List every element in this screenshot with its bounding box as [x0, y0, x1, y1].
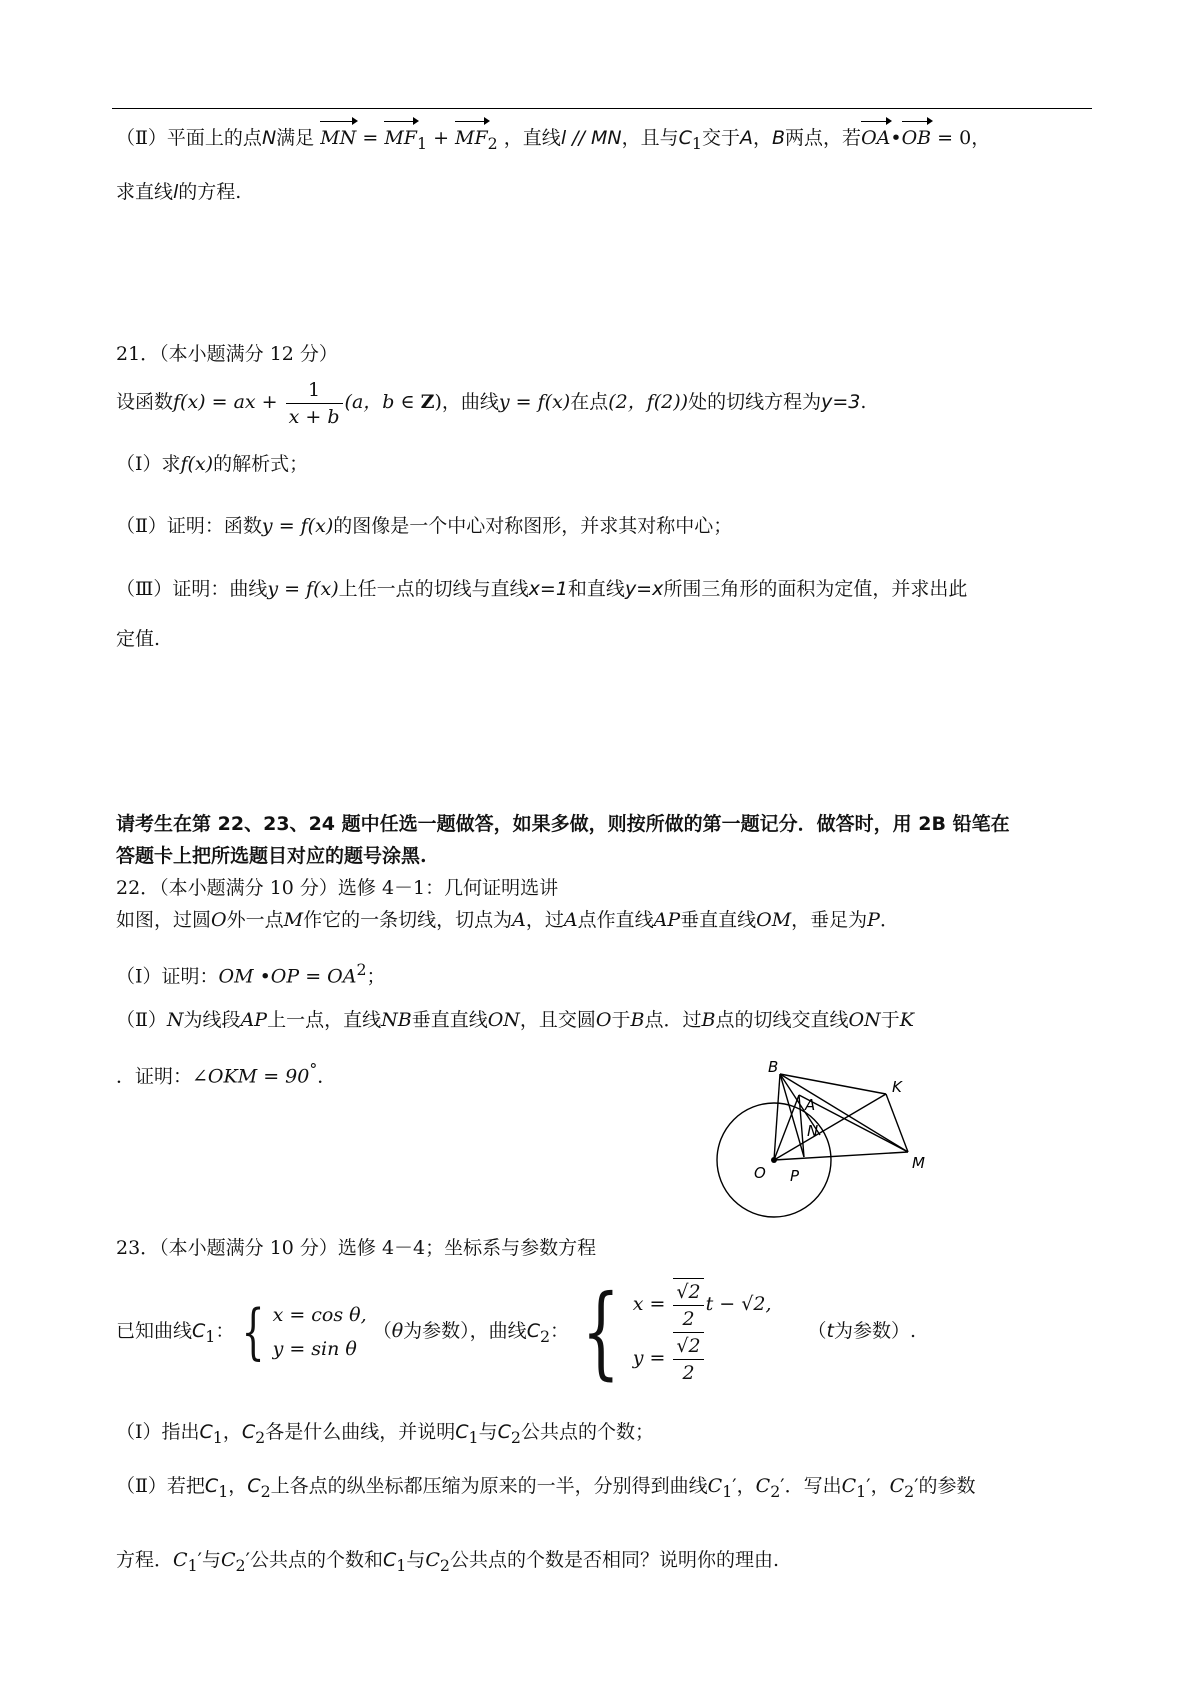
q20-part2-line2: 求直线l的方程.	[116, 181, 242, 203]
segment-OM	[774, 1152, 908, 1160]
curve-c1-system: x = cos θ, y = sin θ	[272, 1304, 367, 1360]
left-brace: {	[242, 1297, 265, 1367]
fraction: $\frac{1}{x + b}$	[286, 377, 343, 430]
header-rule	[112, 108, 1092, 109]
q21-part3-cont: 定值.	[116, 628, 161, 650]
label-N: N	[807, 1122, 819, 1140]
q22-part2: （Ⅱ）N为线段AP上一点，直线NB垂直直线ON，且交圆O于B点．过B点的切线交直线ON于K	[116, 1009, 914, 1031]
choose-instructions-line1: 请考生在第 22、23、24 题中任选一题做答，如果多做，则按所做的第一题记分．做答时，用 2B 铅笔在	[116, 813, 1010, 835]
q22-part2-cont: ．证明：∠OKM = 90°．	[116, 1060, 337, 1088]
label-B: B	[768, 1060, 779, 1076]
segment-KM	[886, 1094, 908, 1152]
label-P: P	[790, 1167, 800, 1185]
label-M: M	[912, 1154, 925, 1172]
label-O: O	[754, 1164, 766, 1182]
choose-instructions-line2: 答题卡上把所选题目对应的题号涂黑.	[116, 845, 427, 867]
q23-part1: （Ⅰ）指出$C_1$，$C_2$各是什么曲线，并说明$C_1$与$C_2$公共点的个数；	[116, 1421, 655, 1447]
q21-part1: （Ⅰ）求f(x)的解析式；	[116, 453, 309, 475]
q22-part1: （Ⅰ）证明：OM •OP = $OA^2$；	[116, 960, 386, 988]
q22-statement: 如图，过圆O外一点M作它的一条切线，切点为A，过A点作直线AP垂直直线OM，垂足为P．	[116, 909, 899, 931]
q23-statement: 已知曲线$C_1$： { x = cos θ, y = sin θ （θ为参数），曲线$C_2$： { x = $\frac{√2}{2}$ t − √2, y = $\frac{√2}{2}$ （t为参数）.	[116, 1273, 917, 1390]
left-brace: {	[581, 1273, 620, 1390]
point-O	[771, 1157, 777, 1163]
label-K: K	[892, 1078, 902, 1096]
q21-title: 21．（本小题满分 12 分）	[116, 343, 338, 365]
q21-statement: 设函数f(x) = ax + $\frac{1}{x + b}$ (a，b ∈ Z)，曲线y = f(x)在点(2，f(2))处的切线方程为y=3.	[116, 378, 867, 428]
q22-title: 22．（本小题满分 10 分）选修 4－1：几何证明选讲	[116, 877, 559, 899]
curve-c2-system: x = $\frac{√2}{2}$ t − √2, y = $\frac{√2}{2}$	[633, 1278, 772, 1386]
q23-part2: （Ⅱ）若把$C_1$，$C_2$上各点的纵坐标都压缩为原来的一半，分别得到曲线$C_1'$，$C_2'$．写出$C_1'$，$C_2'$的参数	[116, 1475, 976, 1501]
q21-part2: （Ⅱ）证明：函数y = f(x)的图像是一个中心对称图形，并求其对称中心；	[116, 515, 733, 537]
q21-part3: （Ⅲ）证明：曲线y = f(x)上任一点的切线与直线x=1和直线y=x所围三角形的面积为定值，并求出此	[116, 578, 968, 600]
geometry-figure	[708, 1060, 928, 1220]
label-A: A	[805, 1096, 816, 1114]
q23-title: 23．（本小题满分 10 分）选修 4－4；坐标系与参数方程	[116, 1237, 597, 1259]
q23-part2-cont: 方程．$C_1'$与$C_2'$公共点的个数和$C_1$与$C_2$公共点的个数是否相同？说明你的理由.	[116, 1549, 779, 1575]
q20-part2-line1: （Ⅱ）平面上的点N满足 MN = $MF_1 + MF_2$ ，直线l // MN，且与$C_1$交于A，B两点，若OA•OB = 0，	[116, 124, 990, 158]
